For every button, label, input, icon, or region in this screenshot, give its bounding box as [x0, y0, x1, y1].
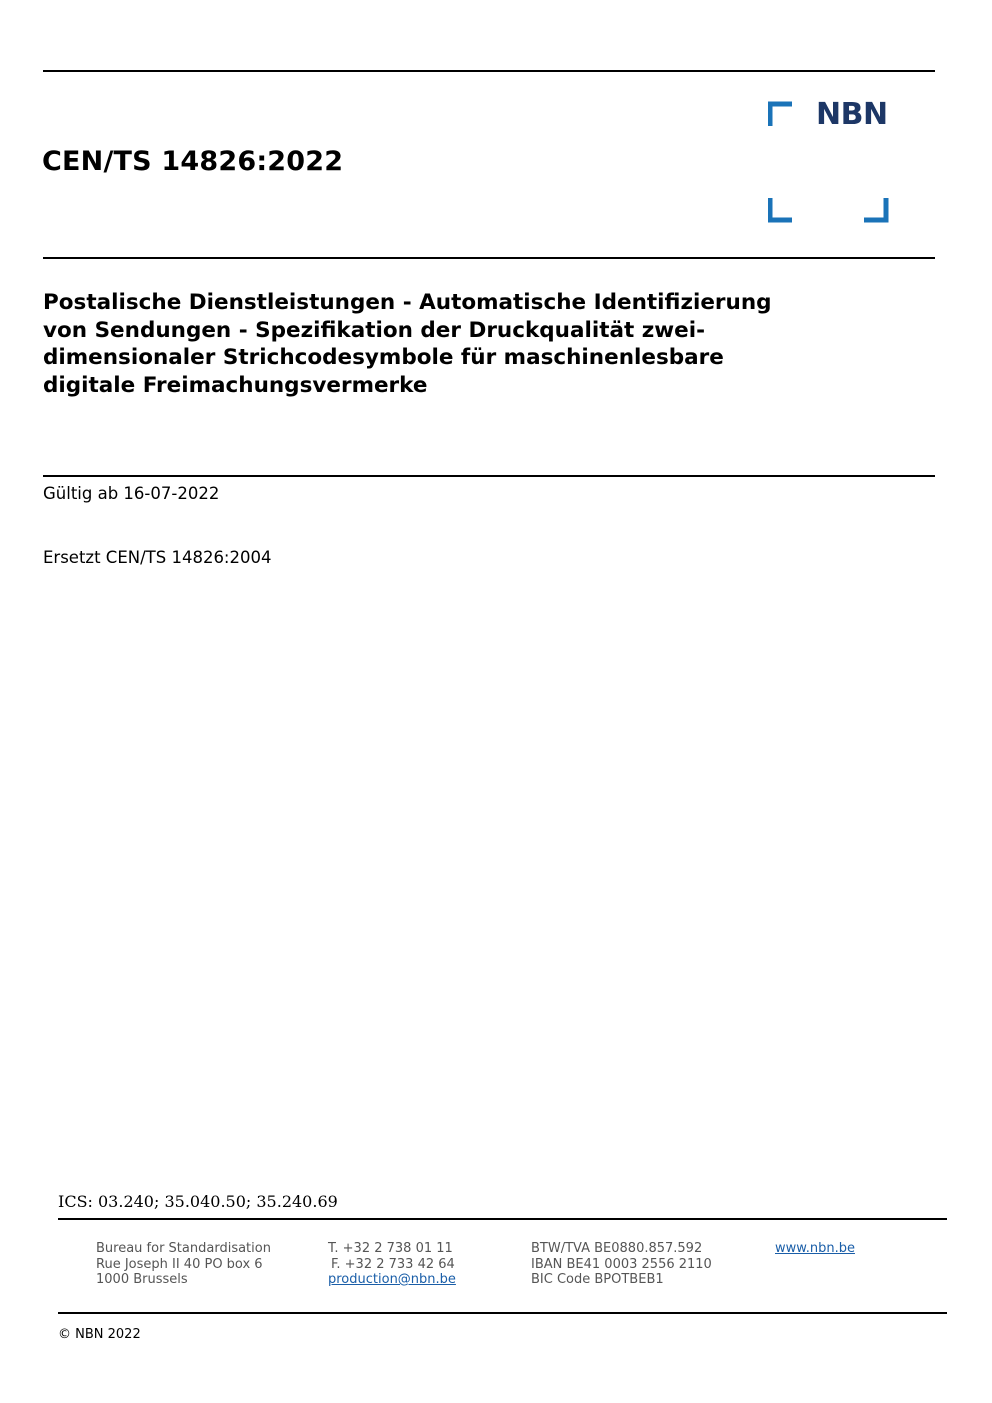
copyright-notice: © NBN 2022 — [58, 1327, 141, 1342]
title-divider — [43, 257, 935, 259]
title-line: dimensionaler Strichcodesymbole für maschinenlesbare — [43, 345, 724, 370]
footer-address — [96, 1241, 271, 1288]
title-line: von Sendungen - Spezifikation der Druckqualität zwei- — [43, 317, 706, 343]
top-divider — [43, 70, 935, 72]
footer-bank-details — [531, 1241, 712, 1288]
nbn-logo-text: NBN — [816, 97, 888, 132]
website-link[interactable]: www.nbn.be — [775, 1241, 855, 1256]
replaces-standard: Ersetzt CEN/TS 14826:2004 — [43, 548, 272, 567]
footer-website — [775, 1241, 855, 1257]
footer-bottom-divider — [58, 1312, 947, 1314]
info-divider — [43, 475, 935, 477]
iban: IBAN BE41 0003 2556 2110 — [531, 1256, 712, 1272]
valid-from-date: Gültig ab 16-07-2022 — [43, 484, 220, 503]
address-line: Rue Joseph II 40 PO box 6 — [96, 1256, 263, 1272]
phone-number: T. +32 2 738 01 11 — [328, 1241, 453, 1256]
bic-code: BIC Code BPOTBEB1 — [531, 1272, 664, 1287]
document-title — [43, 289, 903, 399]
address-line: Bureau for Standardisation — [96, 1241, 271, 1256]
footer-contact — [328, 1241, 456, 1288]
title-line: Postalische Dienstleistungen - Automatische Identifizierung — [43, 290, 772, 315]
email-link[interactable]: production@nbn.be — [328, 1272, 456, 1287]
title-line: digitale Freimachungsvermerke — [43, 372, 428, 398]
ics-codes: ICS: 03.240; 35.040.50; 35.240.69 — [58, 1192, 338, 1211]
vat-number: BTW/TVA BE0880.857.592 — [531, 1241, 703, 1256]
document-number: CEN/TS 14826:2022 — [42, 146, 344, 177]
footer-top-divider — [58, 1218, 947, 1220]
fax-number: F. +32 2 733 42 64 — [331, 1256, 455, 1272]
address-line: 1000 Brussels — [96, 1272, 188, 1287]
